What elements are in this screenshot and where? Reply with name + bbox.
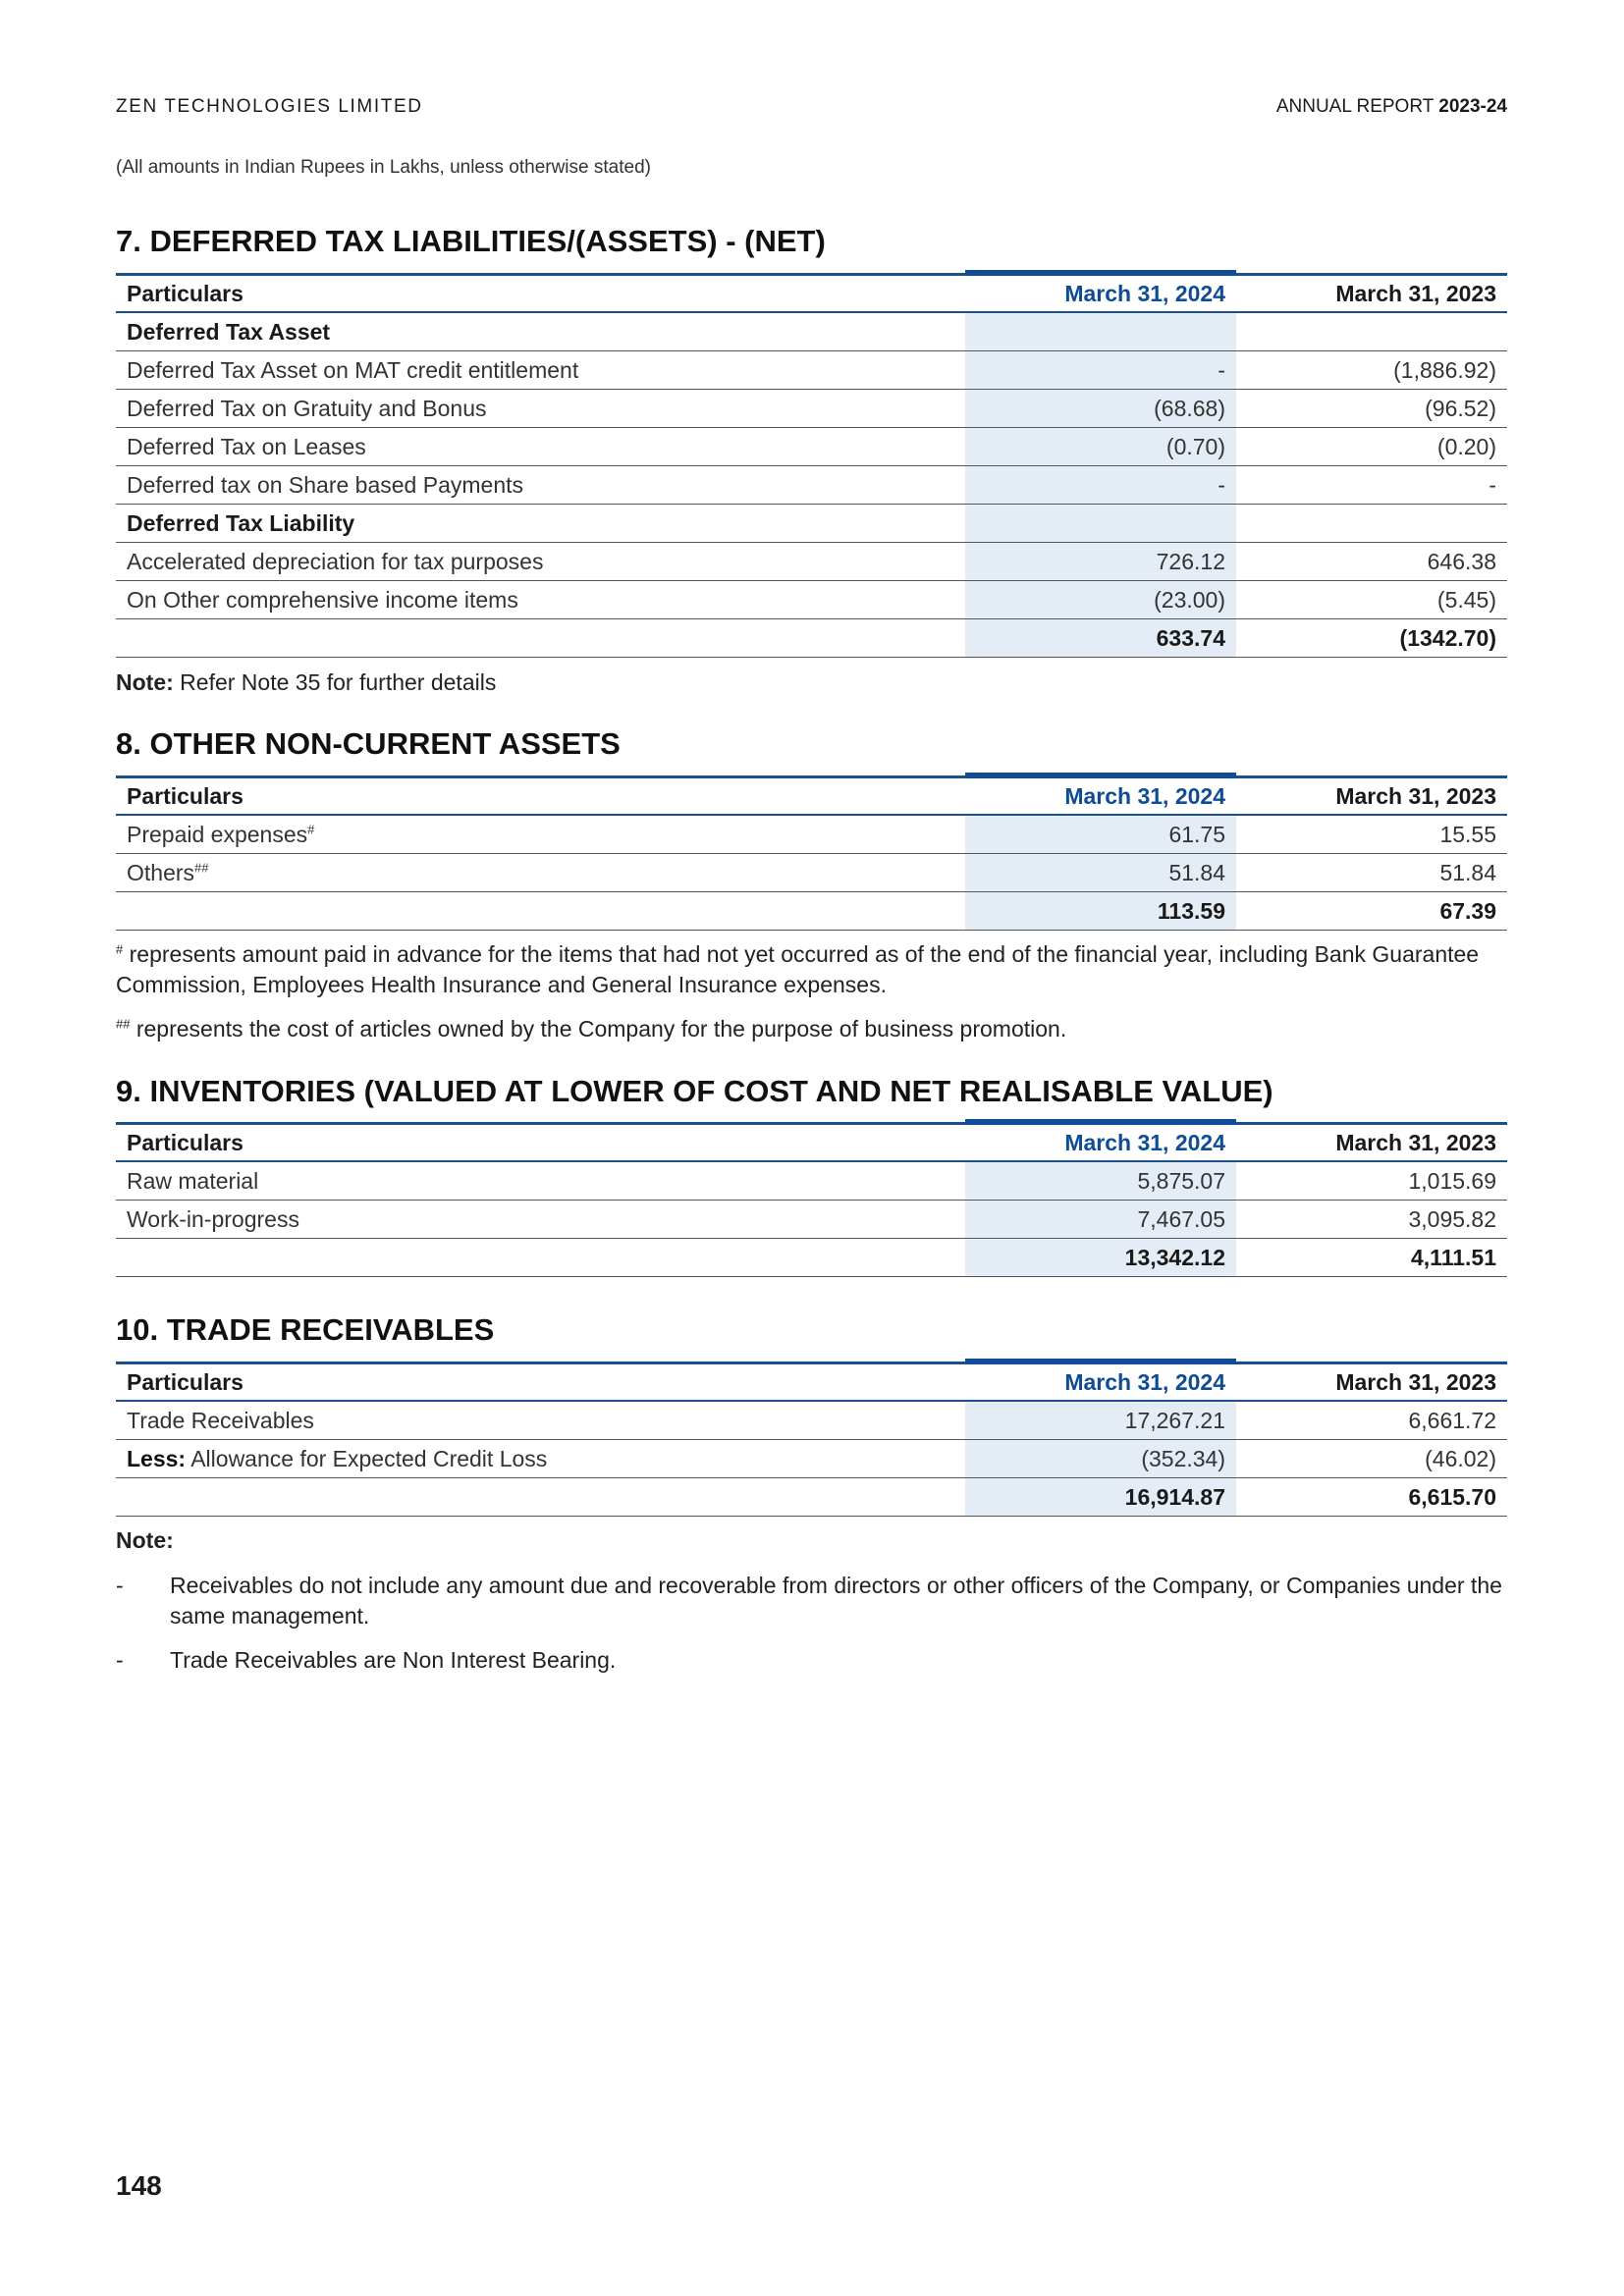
current-value: - xyxy=(965,351,1236,390)
label-text: Prepaid expenses xyxy=(127,821,308,847)
col-current-year: March 31, 2024 xyxy=(965,1124,1236,1162)
previous-value: 6,661.72 xyxy=(1236,1401,1507,1440)
table-row xyxy=(116,1201,1507,1239)
previous-value: (0.20) xyxy=(1236,428,1507,466)
footnote-mark: ## xyxy=(116,1016,131,1032)
table-row xyxy=(116,505,1507,543)
table-header-row xyxy=(116,275,1507,313)
row-label: Deferred tax on Share based Payments xyxy=(116,466,965,505)
table-row xyxy=(116,428,1507,466)
current-total: 113.59 xyxy=(965,892,1236,931)
document-page xyxy=(116,0,1507,2296)
page-header xyxy=(116,96,1507,122)
section-7-note xyxy=(116,667,1507,698)
footnote-1 xyxy=(116,939,1507,1000)
footnote-mark: ## xyxy=(194,859,209,875)
previous-total: 4,111.51 xyxy=(1236,1239,1507,1277)
previous-value: 646.38 xyxy=(1236,543,1507,581)
table-header-row xyxy=(116,777,1507,816)
row-label: Deferred Tax Asset on MAT credit entitlement xyxy=(116,351,965,390)
row-label xyxy=(116,1478,965,1517)
table-row xyxy=(116,390,1507,428)
table-header-row xyxy=(116,1124,1507,1162)
col-particulars: Particulars xyxy=(116,1124,965,1162)
units-note: (All amounts in Indian Rupees in Lakhs, unless otherwise stated) xyxy=(116,157,651,178)
report-prefix: ANNUAL REPORT xyxy=(1275,96,1439,117)
bullet-dash: - xyxy=(116,1573,124,1598)
bullet-text: Receivables do not include any amount due and recoverable from directors or other officers of the Company, or Companies under the same management. xyxy=(170,1573,1502,1629)
footnote-text: represents amount paid in advance for the items that had not yet occurred as of the end of the financial year, including Bank Guarantee Commission, Employees Health Insurance and General Insurance expenses. xyxy=(116,941,1480,997)
row-label: Deferred Tax Asset xyxy=(116,312,965,351)
row-label: Trade Receivables xyxy=(116,1401,965,1440)
table-row xyxy=(116,815,1507,854)
col-particulars: Particulars xyxy=(116,1363,965,1402)
current-value xyxy=(965,505,1236,543)
table-row xyxy=(116,581,1507,619)
trade-receivables-table xyxy=(116,1362,1507,1517)
table-row xyxy=(116,854,1507,892)
previous-total: 67.39 xyxy=(1236,892,1507,931)
table-row xyxy=(116,543,1507,581)
non-current-assets-table xyxy=(116,775,1507,931)
table-row xyxy=(116,466,1507,505)
row-label xyxy=(116,1440,965,1478)
current-value: 51.84 xyxy=(965,854,1236,892)
current-value xyxy=(965,312,1236,351)
footnote-2 xyxy=(116,1014,1507,1044)
previous-value: 15.55 xyxy=(1236,815,1507,854)
label-bold-prefix: Less: xyxy=(127,1445,187,1471)
total-row xyxy=(116,1478,1507,1517)
section-9-title: 9. INVENTORIES (VALUED AT LOWER OF COST AND NET REALISABLE VALUE) xyxy=(116,1074,1273,1108)
footnote-mark: # xyxy=(116,941,124,957)
row-label xyxy=(116,892,965,931)
current-total: 16,914.87 xyxy=(965,1478,1236,1517)
row-label: Raw material xyxy=(116,1161,965,1201)
previous-value: (96.52) xyxy=(1236,390,1507,428)
note-label: Note: xyxy=(116,1527,174,1553)
table-header-row xyxy=(116,1363,1507,1402)
previous-value xyxy=(1236,505,1507,543)
row-label: Deferred Tax on Leases xyxy=(116,428,965,466)
row-label: On Other comprehensive income items xyxy=(116,581,965,619)
row-label: Deferred Tax Liability xyxy=(116,505,965,543)
col-previous-year: March 31, 2023 xyxy=(1236,1124,1507,1162)
bullet-dash: - xyxy=(116,1647,124,1673)
section-10-title: 10. TRADE RECEIVABLES xyxy=(116,1312,495,1347)
current-value: 7,467.05 xyxy=(965,1201,1236,1239)
company-name: ZEN TECHNOLOGIES LIMITED xyxy=(116,96,423,117)
total-row xyxy=(116,892,1507,931)
section-10-note-label xyxy=(116,1525,1507,1556)
label-text: Others xyxy=(127,859,195,885)
row-label: Accelerated depreciation for tax purposes xyxy=(116,543,965,581)
footnote-mark: # xyxy=(307,821,315,836)
col-previous-year: March 31, 2023 xyxy=(1236,275,1507,313)
col-current-year: March 31, 2024 xyxy=(965,1363,1236,1402)
row-label xyxy=(116,619,965,658)
col-current-year: March 31, 2024 xyxy=(965,777,1236,816)
col-particulars: Particulars xyxy=(116,777,965,816)
col-previous-year: March 31, 2023 xyxy=(1236,777,1507,816)
section-8-title: 8. OTHER NON-CURRENT ASSETS xyxy=(116,726,621,761)
total-row xyxy=(116,619,1507,658)
table-row xyxy=(116,1161,1507,1201)
row-label xyxy=(116,854,965,892)
section-7-title: 7. DEFERRED TAX LIABILITIES/(ASSETS) - (NET) xyxy=(116,224,826,258)
page-number: 148 xyxy=(116,2170,162,2201)
previous-value: 1,015.69 xyxy=(1236,1161,1507,1201)
note-label: Note: xyxy=(116,669,174,695)
current-total: 13,342.12 xyxy=(965,1239,1236,1277)
previous-value: (46.02) xyxy=(1236,1440,1507,1478)
col-current-year: March 31, 2024 xyxy=(965,275,1236,313)
table-row xyxy=(116,312,1507,351)
total-row xyxy=(116,1239,1507,1277)
bullet-text: Trade Receivables are Non Interest Bearing. xyxy=(170,1647,617,1673)
current-value: - xyxy=(965,466,1236,505)
report-title xyxy=(1276,96,1507,118)
row-label xyxy=(116,815,965,854)
report-year: 2023-24 xyxy=(1438,96,1507,117)
previous-value: 3,095.82 xyxy=(1236,1201,1507,1239)
previous-value xyxy=(1236,312,1507,351)
previous-total: (1342.70) xyxy=(1236,619,1507,658)
row-label: Deferred Tax on Gratuity and Bonus xyxy=(116,390,965,428)
label-text: Allowance for Expected Credit Loss xyxy=(186,1445,548,1471)
current-value: 5,875.07 xyxy=(965,1161,1236,1201)
table-row xyxy=(116,1401,1507,1440)
current-total: 633.74 xyxy=(965,619,1236,658)
footnote-text: represents the cost of articles owned by the Company for the purpose of business promotion. xyxy=(130,1016,1067,1041)
previous-value: (1,886.92) xyxy=(1236,351,1507,390)
current-value: (0.70) xyxy=(965,428,1236,466)
col-particulars: Particulars xyxy=(116,275,965,313)
table-row xyxy=(116,351,1507,390)
table-row xyxy=(116,1440,1507,1478)
previous-value: - xyxy=(1236,466,1507,505)
row-label: Work-in-progress xyxy=(116,1201,965,1239)
current-value: 17,267.21 xyxy=(965,1401,1236,1440)
deferred-tax-table xyxy=(116,273,1507,658)
col-previous-year: March 31, 2023 xyxy=(1236,1363,1507,1402)
previous-value: (5.45) xyxy=(1236,581,1507,619)
inventories-table xyxy=(116,1122,1507,1277)
row-label xyxy=(116,1239,965,1277)
note-text: Refer Note 35 for further details xyxy=(173,669,497,695)
current-value: 61.75 xyxy=(965,815,1236,854)
current-value: (352.34) xyxy=(965,1440,1236,1478)
current-value: 726.12 xyxy=(965,543,1236,581)
previous-value: 51.84 xyxy=(1236,854,1507,892)
current-value: (23.00) xyxy=(965,581,1236,619)
current-value: (68.68) xyxy=(965,390,1236,428)
previous-total: 6,615.70 xyxy=(1236,1478,1507,1517)
